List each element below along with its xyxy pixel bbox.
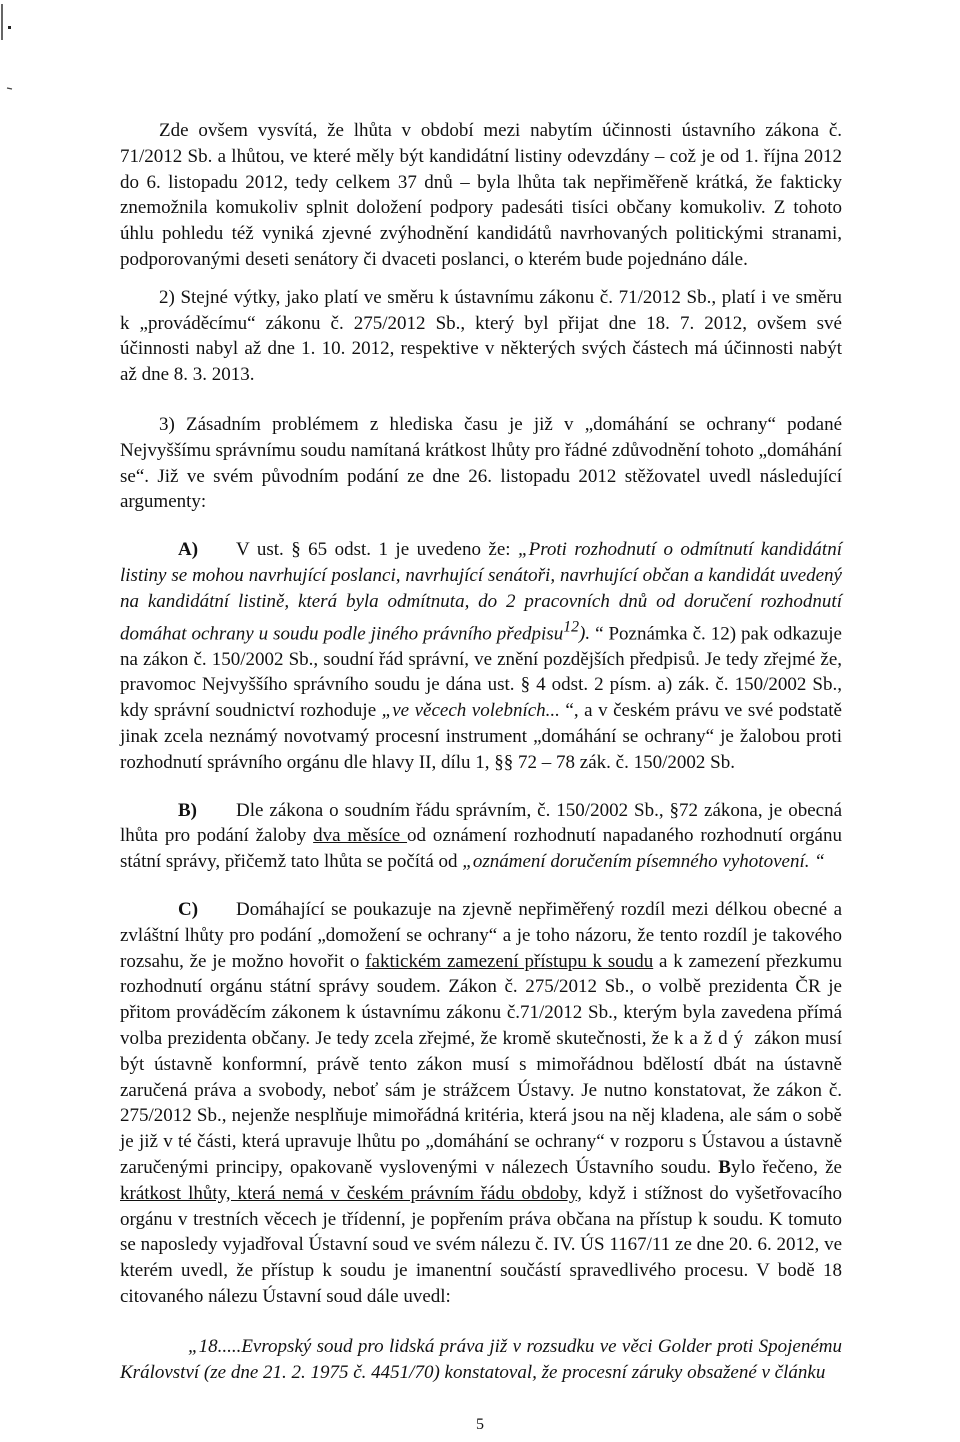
item-c-text-3: zákon musí být ústavně konformní, právě tento zákon musí s mimořádnou bdělostí dbát na ústavně zaručená práva a svobody, neboť sám je strážcem Ústavy. Je nutno konstatovat, že zákon č. 275/2012 Sb., nejenže nesplňuje mimořádná kritéria, která jsou na něj kladena, ale sám o sobě je již v té části, která upravuje lhůtu po „domáhání se ochrany“ v rozporu s Ústavou a ústavně zaručenými principy, opakovaně vyslovenými v nálezech Ústavního soudu. [120,1028,842,1179]
item-a-quote-end: ). [579,622,591,644]
item-c-text-1: Domáhající se poukazuje na zjevně nepřiměřený rozdíl mezi délkou obecné a zvláštní lhůty pro podání „domožení se ochrany“ a je toho názoru, že tento rozdíl je takového rozsahu, že je možno hovořit o [120,899,842,972]
paragraph-item-a [120,537,842,776]
item-a-text-1: V ust. § 65 odst. 1 je uvedeno že: [236,539,519,561]
item-c-text-5: , když i stížnost do vyšetřovacího orgánu v trestních věcech je třídenní, je popřením práva občana na přístup k soudu. K tomuto se naposledy vyjadřoval Ústavní soud ve svém nálezu č. IV. ÚS 1167/11 ze dne 20. 6. 2012, ve kterém uvedl, že přístup k soudu je imanentní součástí spravedlivého procesu. V bodě 18 citovaného nálezu Ústavní soud dále uvedl: [120,1182,842,1307]
footnote-ref-12: 12 [563,618,580,636]
item-c-label: C) [178,899,199,921]
item-b-text-1: Dle zákona o soudním řádu správním, č. 150/2002 Sb., §72 zákona, je obecná lhůta pro podání žaloby [120,799,842,847]
paragraph-item-b [120,798,842,875]
scan-margin-marks [0,0,20,140]
item-a-label: A) [178,539,199,561]
item-c-text-4: ylo řečeno, že [730,1157,842,1179]
paragraph-item-c [120,897,842,1310]
paragraph-point-3: 3) Zásadním problémem z hlediska času je již v „domáhání se ochrany“ podané Nejvyššímu správnímu soudu namítaná krátkost lhůty pro řádné zdůvodnění tohoto „domáhání se“. Již ve svém původním podání ze dne 26. listopadu 2012 stěžovatel uvedl následující argumenty: [120,413,842,513]
document-body [120,118,842,1385]
citation-quote-text: „18.....Evropský soud pro lidská práva již v rozsudku ve věci Golder proti Spojenému Království (ze dne 21. 2. 1975 č. 4451/70) konstatoval, že procesní záruky obsažené v článku [120,1335,842,1383]
item-a-quote: „Proti rozhodnutí o odmítnutí kandidátní listiny se mohou navrhující poslanci, navrhující senátoři, navrhující občan a kandidát uvedený na kandidátní listině, která byla odmítnuta, do 2 pracovních dnů od doručení rozhodnutí domáhat ochrany u soudu podle jiného právního předpisu [120,539,842,644]
item-b-underlined: dva měsíce [313,825,408,847]
item-c-bold-letter: B [718,1157,731,1179]
item-c-text-2: a k zamezení přezkumu rozhodnutí orgánu státní správy soudem. Zákon č. 275/2012 Sb., o volbě prezidenta ČR je přitom prováděcím zákonem k ústavnímu zákonu č.71/2012 Sb., kterým byla zavedena přímá volba prezidenta občany. Je tedy zcela zřejmé, že kromě skutečnosti, že [120,950,843,1050]
item-c-underlined-2: krátkost lhůty, která nemá v českém právním řádu obdoby [120,1182,578,1204]
item-b-label: B) [178,799,197,821]
item-a-quote-2: „ve věcech volebních... [381,700,560,722]
item-c-underlined-1: faktickém zamezení přístupu k soudu [365,950,654,972]
paragraph-intro: Zde ovšem vysvítá, že lhůta v období mezi nabytím účinnosti ústavního zákona č. 71/2012 Sb. a lhůtou, ve které měly být kandidátní listiny odevzdány – což je od 1. října 2012 do 6. listopadu 2012, tedy celkem 37 dnů – byla lhůta tak nepřiměřeně krátká, že fakticky znemožnila komukoliv splnit doložení podpory padesáti tisíci občany komukoliv. Z tohoto úhlu pohledu též vyniká zjevné zvýhodnění kandidátů navrhovaných politickými stranami, podporovanými deseti senátory či dvaceti poslanci, o kterém bude pojednáno dále. [120,120,842,270]
item-a-text-2: “ Poznámka č. 12) pak odkazuje na zákon č. 150/2002 Sb., soudní řád správní, ve znění pozdějších předpisů. Je tedy zřejmé že, pravomoc Nejvyššího správního soudu je dána ust. § 4 odst. 2 písm. a) zák. č. 150/2002 Sb., kdy správní soudnictví rozhoduje [120,622,842,722]
citation-quote [120,1334,842,1386]
paragraph-point-2: 2) Stejné výtky, jako platí ve směru k ústavnímu zákonu č. 71/2012 Sb., platí i ve směru k „prováděcímu“ zákonu č. 275/2012 Sb., který byl přijat dne 18. 7. 2012, ovšem své účinnosti nabyl až dne 1. 10. 2012, respektive v některých svých částech má účinnosti nabýt až dne 8. 3. 2013. [120,286,842,386]
page-number: 5 [476,1416,484,1433]
item-a-text-3: “, a v českém právu ve své podstatě jinak zcela neznámý novotvamý procesní instrument „domáhání se ochrany“ je žalobou proti rozhodnutí správního orgánu dle hlavy II, dílu 1, §§ 72 – 78 zák. č. 150/2002 Sb. [120,700,842,773]
item-c-spaced-word: každý [673,1028,750,1050]
item-b-text-2: od oznámení rozhodnutí napadaného rozhodnutí orgánu státní správy, přičemž tato lhůta se počítá od [120,825,842,873]
item-b-quote: „oznámení doručením písemného vyhotovení. “ [462,851,825,873]
